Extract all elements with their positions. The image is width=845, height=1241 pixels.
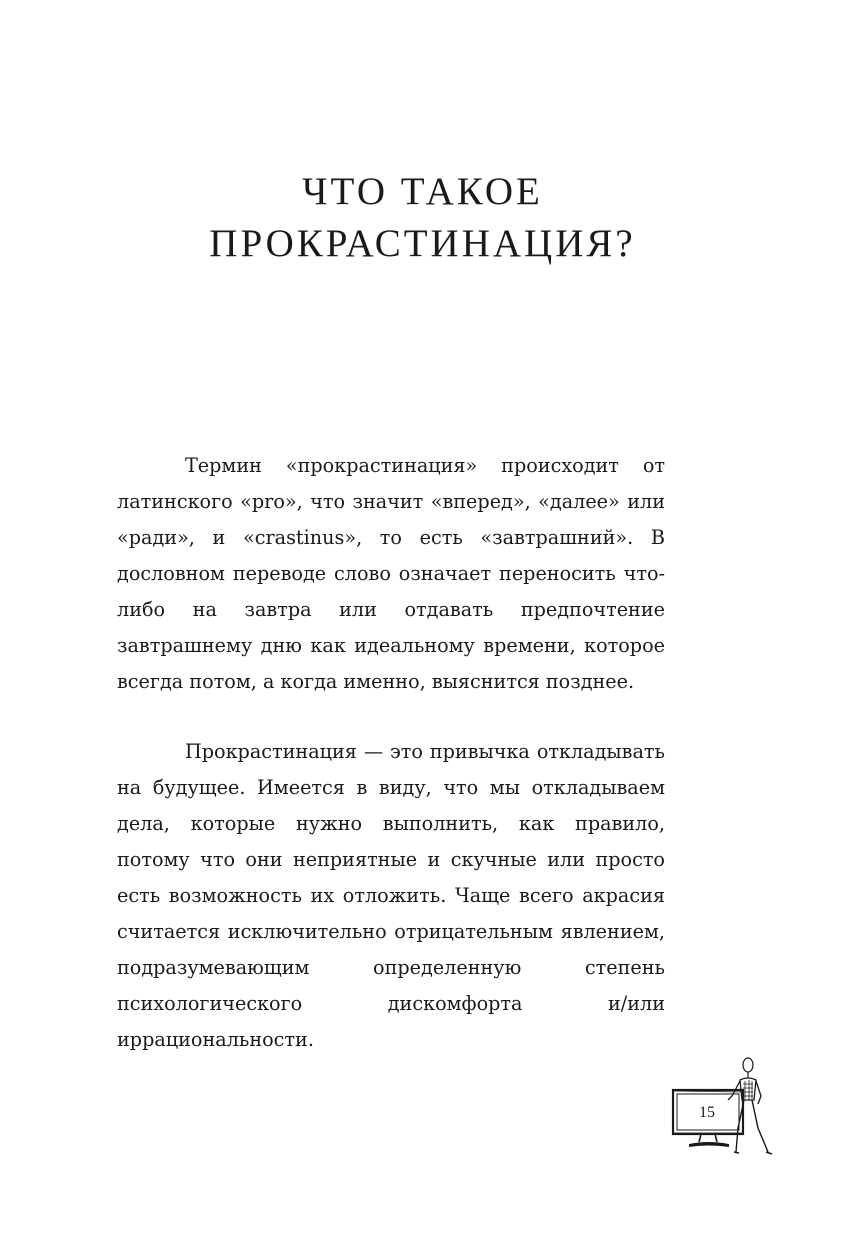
paragraph-2: Прокрастинация — это привычка откладывать на будущее. Имеется в виду, что мы откладываем дела, которые нужно выполнить, как правило, потому что они неприятные и скучные или просто есть возможность их отложить. Чаще всего акрасия считается исключительно отрицательным явлением, подразумевающим определенную степень психологического дискомфорта и/или иррациональности. (117, 740, 665, 1051)
chapter-title-line-2: ПРОКРАСТИНАЦИЯ? (209, 222, 636, 265)
chapter-title-line-1: ЧТО ТАКОЕ (302, 170, 543, 213)
paragraph-1: Термин «прокрастинация» происходит от латинского «pro», что значит «вперед», «далее» или «ради», и «crastinus», то есть «завтрашний». В дословном переводе слово означает переносить что-либо на завтра или отдавать предпочтение завтрашнему дню как идеальному времени, которое всегда потом, а когда именно, выяснится позднее. (117, 454, 665, 693)
standing-person-icon (724, 1056, 774, 1156)
chapter-title (0, 166, 845, 270)
body-text (117, 448, 665, 1092)
page-number: 15 (699, 1104, 715, 1121)
